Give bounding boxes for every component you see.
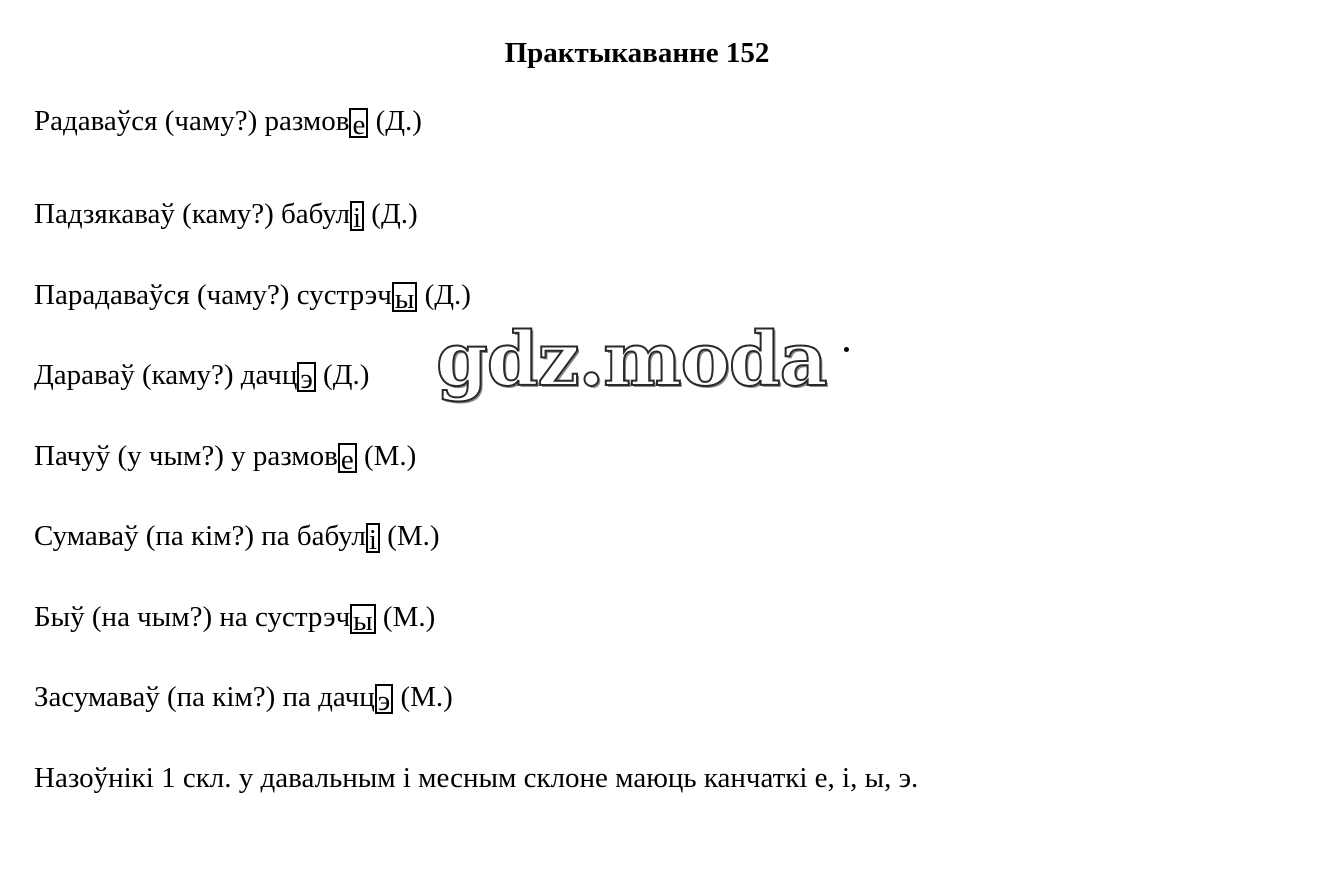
sentence-line-5 (34, 436, 416, 476)
case-mark: (Д.) (417, 279, 471, 311)
case-mark: (М.) (393, 681, 453, 713)
ending-box: ы (392, 282, 417, 312)
ending-box: э (375, 684, 393, 714)
sentence-line-3 (34, 275, 471, 315)
sentence-line-1 (34, 101, 422, 141)
case-mark: (Д.) (368, 105, 422, 137)
sentence-line-4 (34, 355, 369, 395)
watermark-logo: gdz.moda (436, 317, 827, 403)
case-mark: (Д.) (315, 359, 370, 391)
sentence-text: Падзякаваў (каму?) бабул (34, 198, 350, 230)
sentence-line-2 (34, 194, 418, 234)
conclusion-text: Назоўнікі 1 скл. у давальным і месным склоне маюць канчаткі е, і, ы, э. (34, 762, 919, 794)
sentence-text: Сумаваў (па кім?) па бабул (34, 520, 366, 552)
case-mark: (Д.) (364, 198, 418, 230)
case-mark: (М.) (375, 601, 436, 633)
ending-box: ы (350, 604, 375, 634)
sentence-text: Парадаваўся (чаму?) сустрэч (34, 279, 392, 311)
ending-box: і (350, 201, 364, 231)
case-mark: (М.) (379, 520, 440, 552)
watermark-dot (844, 347, 849, 352)
page-title: Практыкаванне 152 (504, 37, 770, 69)
ending-box: і (366, 523, 380, 553)
sentence-text: Радаваўся (чаму?) размов (34, 105, 350, 137)
sentence-line-8 (34, 677, 453, 717)
sentence-text: Пачуў (у чым?) у размов (34, 440, 338, 472)
sentence-text: Быў (на чым?) на сустрэч (34, 601, 351, 633)
sentence-text: Засумаваў (па кім?) па дачц (34, 681, 375, 713)
case-mark: (М.) (356, 440, 417, 472)
ending-box: е (349, 108, 368, 138)
sentence-line-7 (34, 597, 435, 637)
sentence-line-6 (34, 516, 440, 556)
ending-box: е (338, 443, 357, 473)
sentence-text: Дараваў (каму?) дачц (34, 359, 298, 391)
ending-box: э (297, 362, 315, 392)
